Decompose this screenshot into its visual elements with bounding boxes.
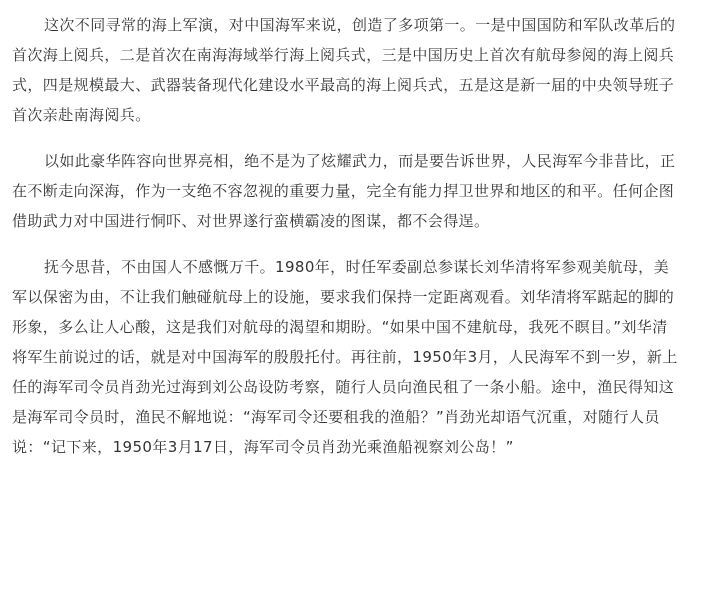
article-body bbox=[12, 10, 678, 462]
paragraph-world-message: 以如此豪华阵容向世界亮相，绝不是为了炫耀武力，而是要告诉世界，人民海军今非昔比，正在不断走向深海，作为一支绝不容忽视的重要力量，完全有能力捍卫世界和地区的和平。任何企图借助武力对中国进行恫吓、对世界遂行蛮横霸凌的图谋，都不会得逞。 bbox=[12, 152, 676, 230]
paragraph-naval-review-firsts: 这次不同寻常的海上军演，对中国海军来说，创造了多项第一。一是中国国防和军队改革后的首次海上阅兵，二是首次在南海海域举行海上阅兵式，三是中国历史上首次有航母参阅的海上阅兵式，四是规模最大、武器装备现代化建设水平最高的海上阅兵式，五是这是新一届的中央领导班子首次亲赴南海阅兵。 bbox=[12, 16, 676, 124]
paragraph-history-reflection: 抚今思昔，不由国人不感慨万千。1980年，时任军委副总参谋长刘华清将军参观美航母，美军以保密为由，不让我们触碰航母上的设施，要求我们保持一定距离观看。刘华清将军踮起的脚的形象，多么让人心酸，这是我们对航母的渴望和期盼。“如果中国不建航母，我死不瞑目。”刘华清将军生前说过的话，就是对中国海军的殷殷托付。再往前，1950年3月，人民海军不到一岁，新上任的海军司令员肖劲光过海到刘公岛设防考察，随行人员向渔民租了一条小船。途中，渔民得知这是海军司令员时，渔民不解地说：“海军司令还要租我的渔船？”肖劲光却语气沉重，对随行人员说：“记下来，1950年3月17日，海军司令员肖劲光乘渔船视察刘公岛！” bbox=[12, 258, 678, 456]
